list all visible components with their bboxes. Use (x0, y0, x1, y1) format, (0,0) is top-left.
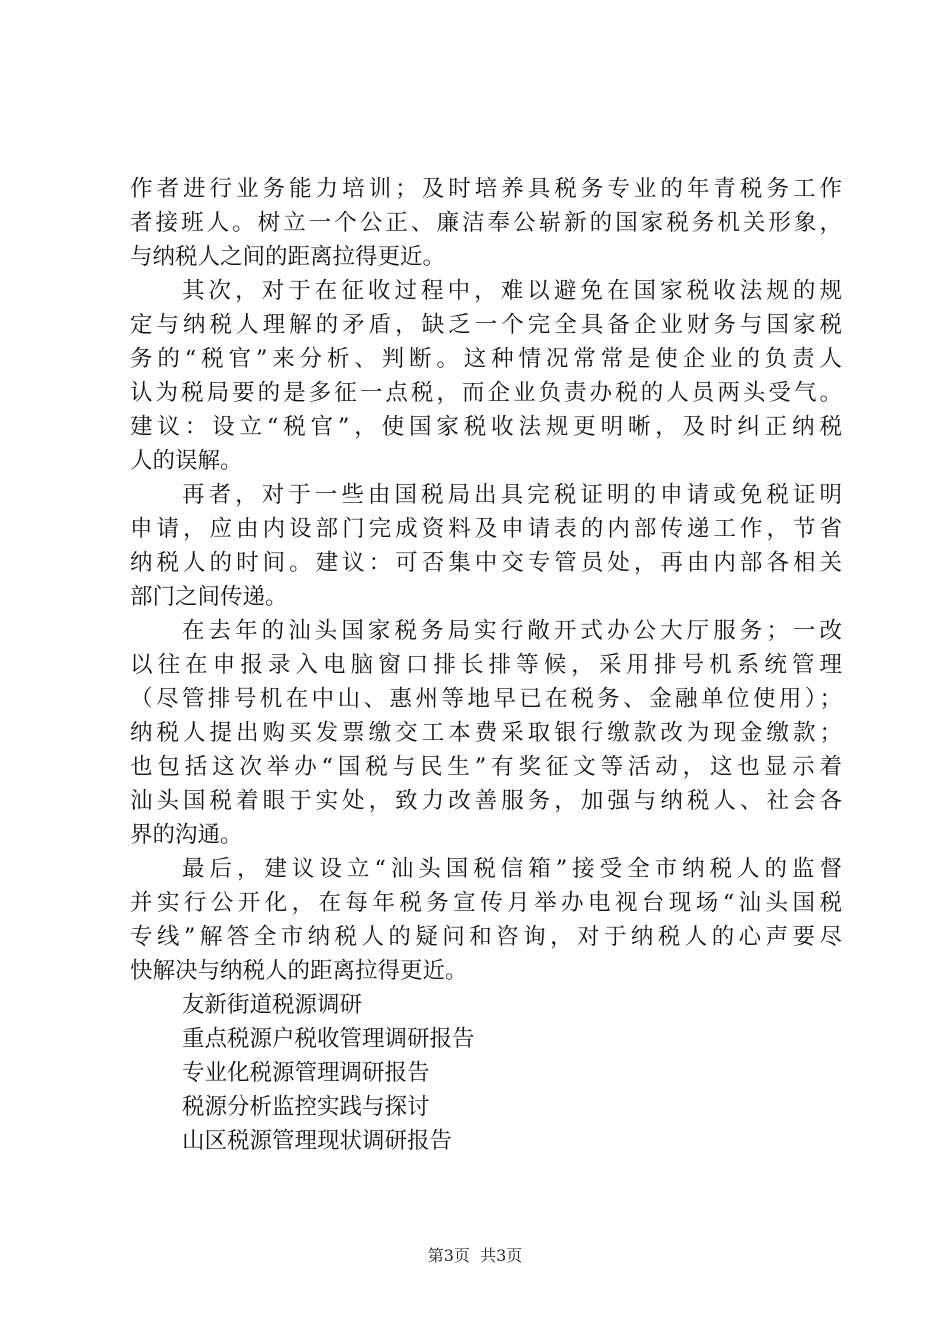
related-title: 税源分析监控实践与探讨 (182, 1094, 430, 1120)
related-title: 专业化税源管理调研报告 (182, 1060, 430, 1086)
text-line: 建议：设立“税官”，使国家税收法规更明晰，及时纠正纳税 (130, 414, 842, 440)
text-line: 务的“税官”来分析、判断。这种情况常常是使企业的负责人 (130, 346, 842, 372)
text-line: 作者进行业务能力培训；及时培养具税务专业的年青税务工作 (130, 176, 842, 202)
text-line: 者接班人。树立一个公正、廉洁奉公崭新的国家税务机关形象， (130, 210, 842, 236)
text-line: 纳税人的时间。建议：可否集中交专管员处，再由内部各相关 (130, 550, 842, 576)
text-line: 部门之间传递。 (130, 584, 288, 610)
text-line: 认为税局要的是多征一点税，而企业负责办税的人员两头受气。 (130, 380, 842, 406)
text-line: 并实行公开化，在每年税务宣传月举办电视台现场“汕头国税 (130, 890, 842, 916)
text-line: 与纳税人之间的距离拉得更近。 (130, 244, 446, 270)
text-line: 定与纳税人理解的矛盾，缺乏一个完全具备企业财务与国家税 (130, 312, 842, 338)
text-line: 在去年的汕头国家税务局实行敞开式办公大厅服务；一改 (182, 618, 842, 644)
page-footer (0, 1243, 950, 1266)
text-line: 也包括这次举办“国税与民生”有奖征文等活动，这也显示着 (130, 754, 842, 780)
page-indicator: 第3页 共3页 (427, 1246, 523, 1265)
paragraph-finally (130, 852, 842, 988)
text-line: 最后，建议设立“汕头国税信箱”接受全市纳税人的监督 (182, 856, 842, 882)
text-line: 专线”解答全市纳税人的疑问和咨询，对于纳税人的心声要尽 (130, 924, 842, 950)
paragraph-secondly (130, 274, 842, 478)
paragraph-furthermore (130, 478, 842, 614)
text-line: 汕头国税着眼于实处，致力改善服务，加强与纳税人、社会各 (130, 788, 842, 814)
document-body (130, 172, 842, 1158)
related-title: 重点税源户税收管理调研报告 (182, 1026, 475, 1052)
text-line: 以往在申报录入电脑窗口排长排等候，采用排号机系统管理 (130, 652, 842, 678)
paragraph-intro-continued (130, 172, 842, 274)
text-line: 纳税人提出购买发票缴交工本费采取银行缴款改为现金缴款； (130, 720, 842, 746)
text-line: 快解决与纳税人的距离拉得更近。 (130, 958, 468, 984)
text-line: 人的误解。 (130, 448, 243, 474)
text-line: 申请，应由内设部门完成资料及申请表的内部传递工作，节省 (130, 516, 842, 542)
related-title: 友新街道税源调研 (182, 992, 363, 1018)
text-line: 界的沟通。 (130, 822, 243, 848)
related-title: 山区税源管理现状调研报告 (182, 1128, 453, 1154)
text-line: （尽管排号机在中山、惠州等地早已在税务、金融单位使用）； (130, 686, 842, 712)
related-titles-list (130, 988, 842, 1158)
text-line: 再者，对于一些由国税局出具完税证明的申请或免税证明 (182, 482, 842, 508)
text-line: 其次，对于在征收过程中，难以避免在国家税收法规的规 (182, 278, 842, 304)
paragraph-last-year (130, 614, 842, 852)
